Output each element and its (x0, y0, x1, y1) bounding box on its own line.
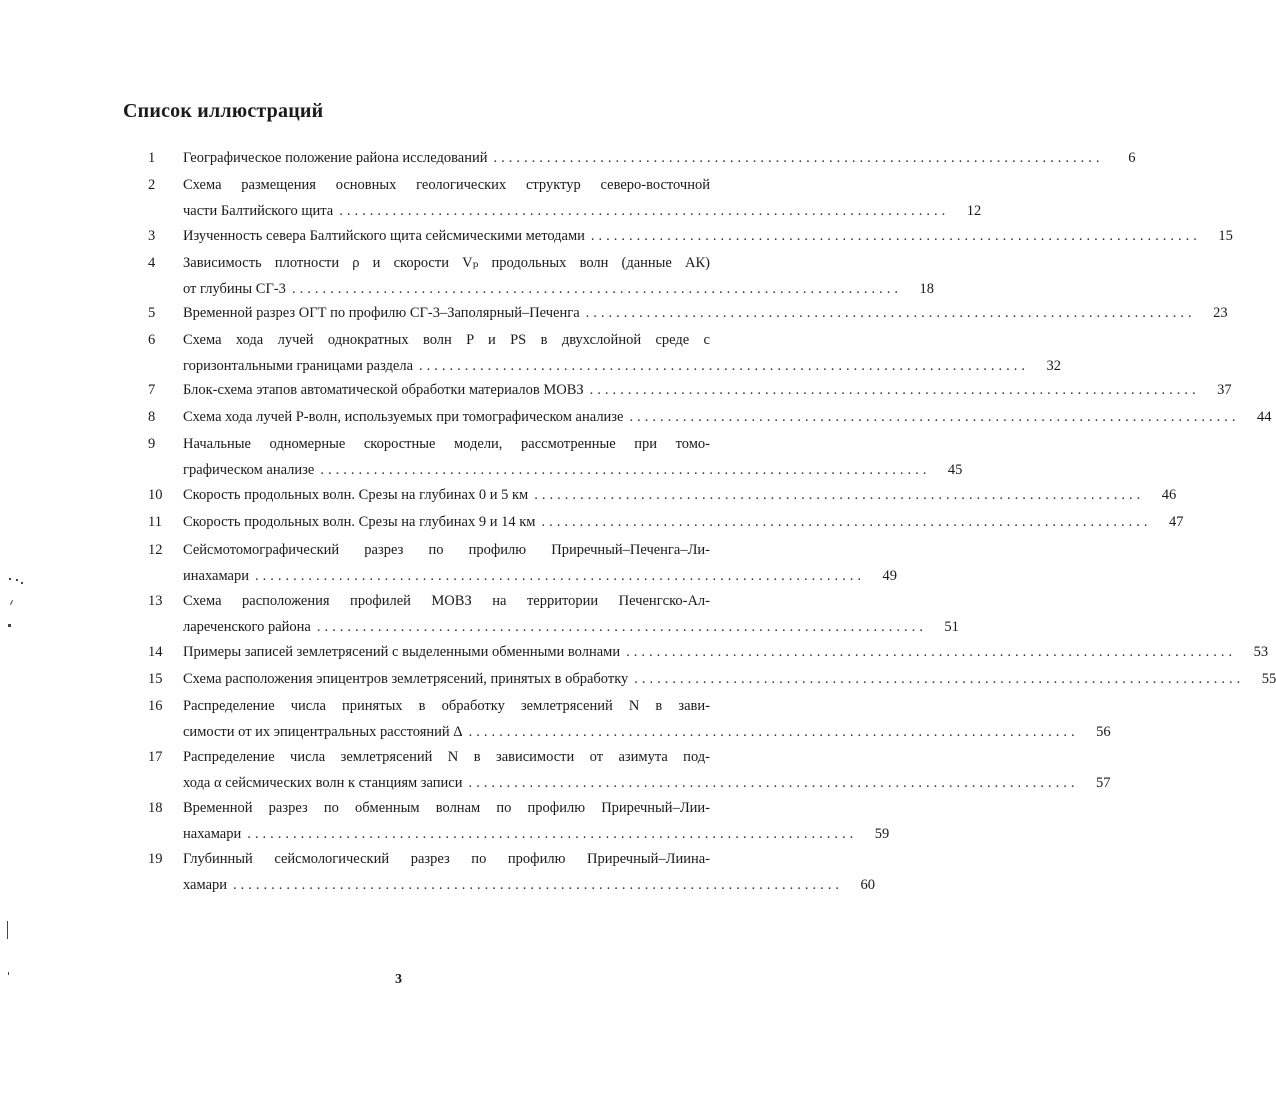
scan-mark (9, 578, 11, 580)
figure-number: 15 (148, 671, 163, 687)
figure-number: 10 (148, 487, 163, 503)
figure-caption-line: Схема расположения эпицентров землетрясений, принятых в обработку (183, 671, 629, 687)
figure-number: 4 (148, 255, 156, 271)
figure-page-number: 37 (1217, 382, 1232, 398)
dot-leader: ................................................................................ (585, 305, 1196, 321)
page-number: 3 (395, 972, 402, 987)
scan-mark (8, 972, 9, 975)
figure-number: 2 (148, 177, 156, 193)
figure-page-number: 12 (966, 203, 982, 219)
dot-leader: ................................................................................ (247, 826, 858, 842)
figure-page-number: 18 (919, 281, 934, 297)
figure-number: 5 (148, 305, 156, 321)
dot-leader: ................................................................................ (534, 487, 1145, 503)
figure-caption-line: хода α сейсмических волн к станциям записи (183, 775, 463, 791)
figure-page-number: 15 (1218, 228, 1233, 244)
figure-caption-line: Распределение числа принятых в обработку землетрясений N в зави- (183, 698, 710, 714)
figure-caption-line: Скорость продольных волн. Срезы на глубинах 9 и 14 км (183, 514, 536, 530)
dot-leader: ................................................................................ (589, 382, 1200, 398)
figure-page-number: 23 (1213, 305, 1228, 321)
figure-page-number: 32 (1046, 358, 1062, 374)
figure-caption-line: Сейсмотомографический разрез по профилю Приречный–Печенга–Ли- (183, 542, 710, 558)
dot-leader: ................................................................................ (468, 775, 1079, 791)
scan-mark (16, 579, 18, 581)
figure-number: 16 (148, 698, 163, 714)
figure-number: 3 (148, 228, 156, 244)
figure-page-number: 55 (1261, 671, 1276, 687)
figure-caption-line: Географическое положение района исследований (183, 150, 488, 166)
figure-caption-line: от глубины СГ-3 (183, 281, 286, 297)
figure-caption-line: Зависимость плотности ρ и скорости Vₚ продольных волн (данные АК) (183, 255, 710, 271)
dot-leader: ................................................................................ (419, 358, 1030, 374)
figure-caption-line: инахамари (183, 568, 249, 584)
dot-leader: ................................................................................ (493, 150, 1104, 166)
figure-caption-line: нахамари (183, 826, 242, 842)
figure-page-number: 46 (1161, 487, 1177, 503)
dot-leader: ................................................................................ (626, 644, 1237, 660)
figure-caption-line: части Балтийского щита (183, 203, 334, 219)
dot-leader: ................................................................................ (541, 514, 1152, 530)
figure-page-number: 57 (1096, 775, 1111, 791)
figure-caption-line: Временной разрез ОГТ по профилю СГ-3–Заполярный–Печенга (183, 305, 580, 321)
figure-page-number: 49 (882, 568, 897, 584)
figure-caption-line: Схема размещения основных геологических структур северо-восточной (183, 177, 710, 193)
figure-page-number: 44 (1256, 409, 1272, 425)
figure-number: 19 (148, 851, 163, 867)
figure-page-number: 56 (1096, 724, 1111, 740)
figure-page-number: 53 (1253, 644, 1269, 660)
list-of-illustrations-title: Список иллюстраций (123, 100, 324, 122)
dot-leader: ................................................................................ (590, 228, 1201, 244)
figure-number: 13 (148, 593, 163, 609)
figure-number: 1 (148, 150, 156, 166)
figure-number: 9 (148, 436, 156, 452)
dot-leader: ................................................................................ (468, 724, 1079, 740)
figure-caption-line: Блок-схема этапов автоматической обработки материалов МОВЗ (183, 382, 584, 398)
figure-page-number: 6 (1128, 150, 1136, 166)
figure-number: 17 (148, 749, 163, 765)
figure-caption-line: Начальные одномерные скоростные модели, рассмотренные при томо- (183, 436, 710, 452)
scan-mark (21, 582, 23, 584)
figure-page-number: 59 (874, 826, 890, 842)
dot-leader: ................................................................................ (254, 568, 865, 584)
figure-page-number: 60 (860, 877, 876, 893)
figure-number: 8 (148, 409, 156, 425)
figure-number: 6 (148, 332, 156, 348)
figure-number: 14 (148, 644, 163, 660)
figure-caption-line: Распределение числа землетрясений N в зависимости от азимута под- (183, 749, 710, 765)
figure-caption-line: горизонтальными границами раздела (183, 358, 414, 374)
figure-page-number: 51 (944, 619, 959, 635)
dot-leader: ................................................................................ (339, 203, 950, 219)
dot-leader: ................................................................................ (634, 671, 1245, 687)
figure-caption-line: Глубинный сейсмологический разрез по профилю Приречный–Лиина- (183, 851, 710, 867)
figure-caption-line: Схема хода лучей однократных волн P и PS в двухслойной среде с (183, 332, 710, 348)
figure-caption-line: графическом анализе (183, 462, 315, 478)
scan-mark (8, 624, 11, 627)
figure-number: 11 (148, 514, 162, 530)
figure-caption-line: Схема расположения профилей МОВЗ на территории Печенгско-Ал- (183, 593, 710, 609)
scan-mark (7, 921, 8, 939)
dot-leader: ................................................................................ (629, 409, 1240, 425)
dot-leader: ................................................................................ (291, 281, 902, 297)
figure-number: 12 (148, 542, 163, 558)
figure-page-number: 47 (1168, 514, 1184, 530)
scan-mark (10, 600, 13, 605)
dot-leader: ................................................................................ (320, 462, 931, 478)
figure-caption-line: лареченского района (183, 619, 311, 635)
figure-caption-line: симости от их эпицентральных расстояний Δ (183, 724, 463, 740)
dot-leader: ................................................................................ (233, 877, 844, 893)
figure-caption-line: Схема хода лучей P-волн, используемых при томографическом анализе (183, 409, 624, 425)
figure-caption-line: Скорость продольных волн. Срезы на глубинах 0 и 5 км (183, 487, 529, 503)
figure-caption-line: Временной разрез по обменным волнам по профилю Приречный–Лии- (183, 800, 710, 816)
figure-number: 7 (148, 382, 156, 398)
dot-leader: ................................................................................ (316, 619, 927, 635)
figure-page-number: 45 (947, 462, 963, 478)
figure-number: 18 (148, 800, 163, 816)
figure-caption-line: хамари (183, 877, 228, 893)
figure-caption-line: Примеры записей землетрясений с выделенными обменными волнами (183, 644, 621, 660)
figure-caption-line: Изученность севера Балтийского щита сейсмическими методами (183, 228, 585, 244)
